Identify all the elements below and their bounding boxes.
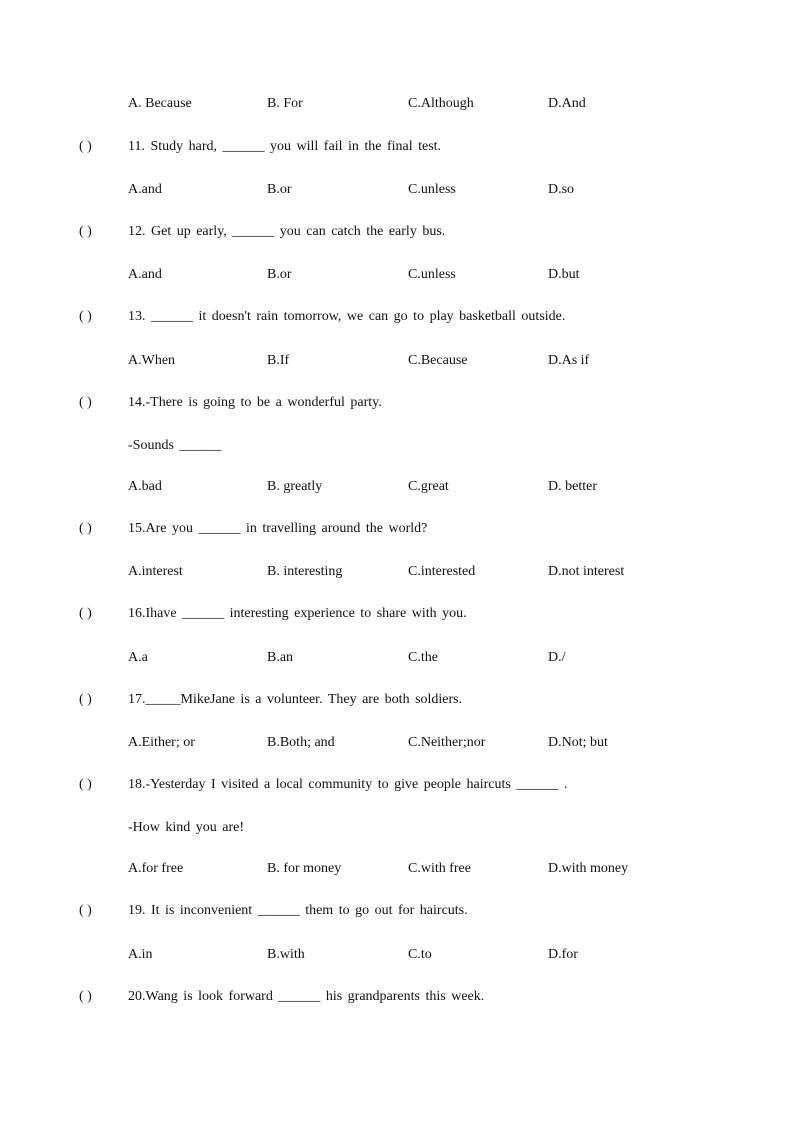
question-12 bbox=[0, 222, 794, 242]
option-b[interactable]: B. greatly bbox=[267, 479, 323, 494]
question-text: 13. ______ it doesn't rain tomorrow, we can go to play basketball outside. bbox=[128, 309, 566, 324]
option-d[interactable]: D.As if bbox=[548, 353, 590, 368]
option-a[interactable]: A.interest bbox=[128, 564, 183, 579]
option-c[interactable]: C.great bbox=[408, 479, 449, 494]
question-text: 14.-There is going to be a wonderful party. bbox=[128, 395, 382, 410]
option-d[interactable]: D.And bbox=[548, 96, 586, 111]
option-c[interactable]: C.Although bbox=[408, 96, 474, 111]
option-d[interactable]: D.for bbox=[548, 947, 578, 962]
options-row-q18 bbox=[0, 859, 794, 879]
option-b[interactable]: B.Both; and bbox=[267, 735, 335, 750]
option-a[interactable]: A.a bbox=[128, 650, 148, 665]
question-text: 16.Ihave ______ interesting experience to share with you. bbox=[128, 606, 467, 621]
option-d[interactable]: D./ bbox=[548, 650, 566, 665]
answer-blank[interactable]: ( ) bbox=[79, 692, 92, 707]
answer-blank[interactable]: ( ) bbox=[79, 606, 92, 621]
question-reply-text: -How kind you are! bbox=[128, 820, 245, 835]
option-b[interactable]: B.with bbox=[267, 947, 305, 962]
option-b[interactable]: B.or bbox=[267, 267, 292, 282]
option-b[interactable]: B.or bbox=[267, 182, 292, 197]
options-row-q12 bbox=[0, 265, 794, 285]
question-14-reply bbox=[0, 436, 794, 456]
option-a[interactable]: A.and bbox=[128, 182, 162, 197]
question-15 bbox=[0, 519, 794, 539]
options-row-q19 bbox=[0, 945, 794, 965]
option-d[interactable]: D.not interest bbox=[548, 564, 625, 579]
question-18-reply bbox=[0, 818, 794, 838]
option-a[interactable]: A.bad bbox=[128, 479, 162, 494]
option-b[interactable]: B. for money bbox=[267, 861, 342, 876]
question-11 bbox=[0, 137, 794, 157]
option-d[interactable]: D.but bbox=[548, 267, 580, 282]
option-a[interactable]: A. Because bbox=[128, 96, 192, 111]
option-c[interactable]: C.to bbox=[408, 947, 432, 962]
question-text: 19. It is inconvenient ______ them to go out for haircuts. bbox=[128, 903, 468, 918]
option-d[interactable]: D. better bbox=[548, 479, 597, 494]
question-text: 17._____MikeJane is a volunteer. They are both soldiers. bbox=[128, 692, 463, 707]
option-a[interactable]: A.for free bbox=[128, 861, 184, 876]
option-c[interactable]: C.with free bbox=[408, 861, 471, 876]
question-13 bbox=[0, 307, 794, 327]
options-row-q17 bbox=[0, 733, 794, 753]
question-text: 12. Get up early, ______ you can catch the early bus. bbox=[128, 224, 446, 239]
option-b[interactable]: B. interesting bbox=[267, 564, 343, 579]
answer-blank[interactable]: ( ) bbox=[79, 309, 92, 324]
option-c[interactable]: C.interested bbox=[408, 564, 476, 579]
answer-blank[interactable]: ( ) bbox=[79, 139, 92, 154]
option-c[interactable]: C.Because bbox=[408, 353, 468, 368]
question-text: 20.Wang is look forward ______ his grandparents this week. bbox=[128, 989, 485, 1004]
question-14 bbox=[0, 393, 794, 413]
option-a[interactable]: A.in bbox=[128, 947, 153, 962]
option-d[interactable]: D.with money bbox=[548, 861, 629, 876]
question-text: 18.-Yesterday I visited a local community to give people haircuts ______ . bbox=[128, 777, 568, 792]
answer-blank[interactable]: ( ) bbox=[79, 521, 92, 536]
answer-blank[interactable]: ( ) bbox=[79, 903, 92, 918]
options-row-q16 bbox=[0, 648, 794, 668]
question-reply-text: -Sounds ______ bbox=[128, 438, 222, 453]
answer-blank[interactable]: ( ) bbox=[79, 224, 92, 239]
options-row-q13 bbox=[0, 351, 794, 371]
options-row-q11 bbox=[0, 180, 794, 200]
question-text: 11. Study hard, ______ you will fail in the final test. bbox=[128, 139, 442, 154]
question-19 bbox=[0, 901, 794, 921]
option-b[interactable]: B.an bbox=[267, 650, 294, 665]
question-18 bbox=[0, 775, 794, 795]
option-c[interactable]: C.Neither;nor bbox=[408, 735, 486, 750]
option-b[interactable]: B.If bbox=[267, 353, 290, 368]
option-d[interactable]: D.Not; but bbox=[548, 735, 608, 750]
options-row-q14 bbox=[0, 477, 794, 497]
option-c[interactable]: C.unless bbox=[408, 267, 456, 282]
option-c[interactable]: C.unless bbox=[408, 182, 456, 197]
question-16 bbox=[0, 604, 794, 624]
question-17 bbox=[0, 690, 794, 710]
option-a[interactable]: A.When bbox=[128, 353, 176, 368]
option-b[interactable]: B. For bbox=[267, 96, 303, 111]
answer-blank[interactable]: ( ) bbox=[79, 777, 92, 792]
option-d[interactable]: D.so bbox=[548, 182, 575, 197]
option-a[interactable]: A.Either; or bbox=[128, 735, 195, 750]
question-text: 15.Are you ______ in travelling around the world? bbox=[128, 521, 428, 536]
options-row-q15 bbox=[0, 562, 794, 582]
options-row-q10 bbox=[0, 94, 794, 114]
option-c[interactable]: C.the bbox=[408, 650, 438, 665]
answer-blank[interactable]: ( ) bbox=[79, 395, 92, 410]
answer-blank[interactable]: ( ) bbox=[79, 989, 92, 1004]
question-20 bbox=[0, 987, 794, 1007]
option-a[interactable]: A.and bbox=[128, 267, 162, 282]
